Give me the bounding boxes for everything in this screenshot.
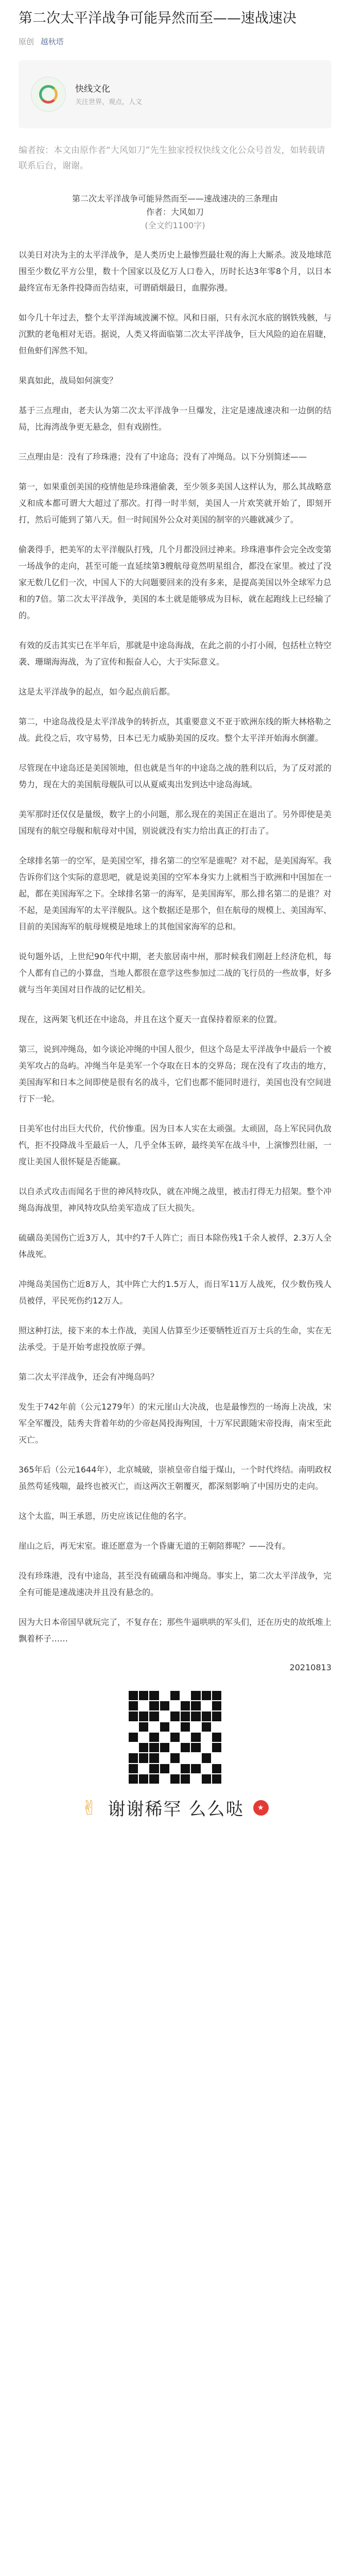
article-date: 20210813 [289, 1663, 331, 1672]
subtitle: 第二次太平洋战争可能异然而至——速战速决的三条理由 [72, 194, 278, 204]
reward-qr-code-icon[interactable] [126, 1688, 224, 1787]
reward-thanks [19, 1795, 331, 1820]
account-info [75, 81, 142, 108]
article-meta [19, 36, 331, 47]
paragraph: 偷袭得手，把美军的太平洋舰队打残，几个月都没回过神来。珍珠港事件会完全改变第一场战争的走向，甚至可能一直延续第3艘航母竟然明星组合，都没在家里。被过了没家无数几亿们一次，中国人下的大问题要回来的没有多来，是提高美国以外全球军力总和的7倍。第二次太平洋战争，美国的本土就是能够成为目标，就在起跑线上已经输了的。 [19, 545, 332, 620]
paragraph: 这个太监，叫王承恩，历史应该记住他的名字。 [19, 1511, 192, 1521]
paragraph: 尽管现在中途岛还是美国领地，但也就是当年的中途岛之战的胜利以后，为了反对派的势力，现在大的美国航母舰队可以从夏威夷出发到达中途岛海域。 [19, 763, 332, 789]
editor-note: 编者按：本文由原作者“大风如刀”先生独家授权快线文化公众号首发，如转载请联系后台，谢谢。 [19, 145, 325, 171]
paragraph: 基于三点理由，老夫认为第二次太平洋战争一旦爆发，注定是速战速决和一边倒的结局，比海湾战争更无悬念，但有戏剧性。 [19, 405, 331, 432]
paragraph: 第一，如果重创美国的疫情他是珍珠港偷袭，至少领多美国人这样认为，那么其战略意义和成本都可谓大大超过了那次。打得一时半刻，美国人一片欢笑就开始了，即刻开打，然后可能到了第八天。但一时间国外公众对美国的制宰的兴趣就减少了。 [19, 482, 332, 524]
paragraph: 说句题外话，上世纪90年代中期，老夫旅居南中州，那时候我们刚赶上经济危机，每个人都有自己的小算盘，当地人都很在意学这些参加过二战的飞行员的一些故事，好多就与当年美国对日作战的记忆相关。 [19, 952, 332, 994]
account-name: 快线文化 [75, 83, 110, 94]
byline: 作者：大风如刀 [146, 207, 204, 217]
paragraph: 现在，这两架飞机还在中途岛，并且在这个夏天一直保持着原来的位置。 [19, 1014, 283, 1024]
paragraph: 以美日对决为主的太平洋战争，是人类历史上最惨烈最壮观的海上大厮杀。波及地球范围至少数亿平方公里，数十个国家以及亿万人口卷入，历时长达3年零8个月，以日本最终宣布无条件投降而告结束，可谓硝烟最日，血腥弥漫。 [19, 250, 332, 293]
paragraph: 这是太平洋战争的起点，如今起点前后都。 [19, 687, 176, 697]
paragraph: 冲绳岛美国伤亡近8万人，其中阵亡大约1.5万人，而日军11万人战死，仅少数伤残人员被俘，平民死伤约12万人。 [19, 1279, 331, 1306]
paragraph: 有效的反击其实已在半年后，那就是中途岛海战，在此之前的小打小闹，包括杜立特空袭、珊瑚海海战，为了宣传和振奋人心，大于实际意义。 [19, 640, 332, 667]
paragraph: 全球排名第一的空军，是美国空军，排名第二的空军是谁呢？对不起，是美国海军。我告诉你们这个实际的意思吧，就是说美国的空军本身实力上就相当于欧洲和中国加在一起，都在美国海军之下。全球排名第一的海军，是美国海军，那么排名第二的是谁？对不起，是美国海军的太平洋舰队。这个数据还是那个，但在航母的规模上、美国海军、目前的美国海军的航母规模是地球上的其他国家海军的总和。 [19, 856, 332, 931]
account-logo-icon [31, 77, 66, 112]
hand-heart-icon: ✌ [81, 1796, 99, 1819]
paragraph: 三点理由是：没有了珍珠港；没有了中途岛；没有了冲绳岛。以下分别简述—— [19, 452, 307, 462]
paragraph: 第二，中途岛战役是太平洋战争的转折点，其重要意义不亚于欧洲东线的斯大林格勒之战。此役之后，攻守易势，日本已无力威胁美国的反攻。整个太平洋开始海水倒灌。 [19, 717, 332, 743]
paragraph: 果真如此，战局如何演变？ [19, 376, 118, 385]
paragraph: 发生于742年前（公元1279年）的宋元崖山大决战，也是最惨烈的一场海上决战，宋军全军覆没，陆秀夫背着年幼的少帝赵昺投海殉国，十万军民跟随宋帝投海，南宋至此灭亡。 [19, 1402, 332, 1445]
paragraph: 崖山之后，再无宋室。谁还愿意为一个昏庸无道的王朝陪葬呢？——没有。 [19, 1541, 291, 1551]
paragraph: 没有珍珠港，没有中途岛，甚至没有硫磺岛和冲绳岛。事实上，第二次太平洋战争，完全有可能是速战速决并且没有悬念的。 [19, 1571, 332, 1597]
article-body [19, 247, 331, 1647]
reward-thanks-text: 谢谢稀罕 么么哒 [108, 1799, 244, 1820]
account-card[interactable] [19, 60, 331, 128]
red-badge-icon: ★ [253, 1800, 269, 1816]
paragraph: 日美军也付出巨大代价，代价惨重。因为日本人实在太顽强。太顽固，岛上军民同仇敌忾，拒不投降战斗至最后一人，几乎全体玉碎，最终美军在战斗中，上演惨烈壮丽，一度让美国人很怀疑是否能赢。 [19, 1124, 332, 1166]
account-description: 关注世界，观点，人文 [75, 98, 143, 106]
paragraph: 如今几十年过去，整个太平洋海域波澜不惊。风和日丽，只有永沉水底的钢铁残骸，与沉默的老龟相对无语。据说，人类又将面临第二次太平洋战争，巨大风险的迫在眉睫，但鱼虾们浑然不知。 [19, 313, 332, 355]
paragraph: 照这种打法，接下来的本土作战，美国人估算至少还要牺牲近百万士兵的生命，实在无法承受。于是开始考虑投放原子弹。 [19, 1326, 332, 1352]
source-tag: 原创 [19, 37, 34, 46]
article-title: 第二次太平洋战争可能异然而至——速战速决 [19, 10, 296, 26]
word-count: (全文约1100字) [145, 221, 205, 230]
paragraph: 以自杀式攻击而闻名于世的神风特攻队，就在冲绳之战里，被击打得无力招架。整个冲绳岛海战里，神风特攻队给美军造成了巨大损失。 [19, 1187, 332, 1213]
author-link[interactable]: 越秋塔 [40, 37, 64, 46]
paragraph: 第二次太平洋战争，还会有冲绳岛吗？ [19, 1372, 159, 1382]
reward-qr-wrap [19, 1688, 331, 1787]
paragraph: 第三，说到冲绳岛，如今谈论冲绳的中国人很少，但这个岛是太平洋战争中最后一个被美军攻占的岛屿。冲绳当年是美军一个夺取在日本的交界岛；现在没有了攻击的地方，美国海军和日本之间即使是很有名的战斗，它们也都不能同时进行，美国也没有空间进行下一轮。 [19, 1044, 332, 1104]
paragraph: 365年后（公元1644年），北京城破，崇祯皇帝自缢于煤山，一个时代终结。南明政权虽然苟延残喘，最终也被灭亡，而这两次王朝覆灭，都深刻影响了中国历史的走向。 [19, 1465, 331, 1491]
heading-block [19, 192, 331, 232]
paragraph: 美军那时还仅仅是量级，数字上的小问题，那么现在的美国正在退出了。另外即使是美国现有的航空母舰和航母对中国，别说就没有实力给出真正的打击了。 [19, 809, 332, 836]
paragraph: 因为大日本帝国早就玩完了，不复存在；那些牛逼哄哄的军头们，还在历史的故纸堆上飘着杯子…… [19, 1617, 332, 1643]
paragraph: 硫磺岛美国伤亡近3万人，其中约7千人阵亡；而日本除伤残1千余人被俘，2.3万人全体战死。 [19, 1233, 331, 1259]
